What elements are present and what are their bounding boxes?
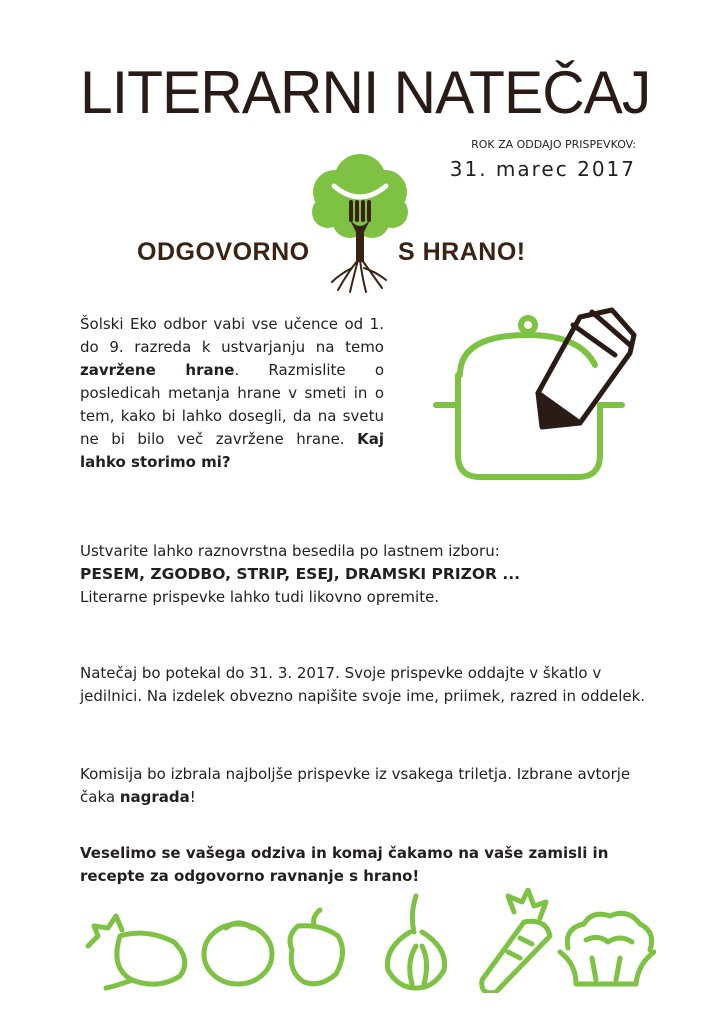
tree-fork-icon <box>300 150 420 295</box>
garlic-icon <box>387 896 444 988</box>
pencil-icon <box>538 310 634 427</box>
tomato-icon <box>204 923 272 984</box>
cauliflower-icon <box>560 913 654 984</box>
pepper-icon <box>290 910 343 984</box>
vegetables-row <box>76 888 656 993</box>
deadline-label: ROK ZA ODDAJO PRISPEVKOV: <box>471 138 636 151</box>
carrot-icon <box>482 890 550 993</box>
pot-icon <box>430 305 640 485</box>
closing-paragraph: Veselimo se vašega odziva in komaj čakamo na vaše zamisli in recepte za odgovorno ravnanje s hrano! <box>80 844 609 885</box>
prize-paragraph: Komisija bo izbrala najboljše prispevke iz vsakega triletja. Izbrane avtorje čaka nagrada! <box>80 765 631 806</box>
logo-text-right: S HRANO! <box>398 238 526 266</box>
genres-paragraph: Ustvarite lahko raznovrstna besedila po lastnem izboru: PESEM, ZGODBO, STRIP, ESEJ, DRAMSKI PRIZOR ... Literarne prispevke lahko tudi likovno opremite. <box>80 542 521 606</box>
page-title: LITERARNI NATEČAJ <box>80 59 651 126</box>
deadline-paragraph: Natečaj bo potekal do 31. 3. 2017. Svoje prispevke oddajte v škatlo v jedilnici. Na izdelek obvezno napišite svoje ime, priimek, razred in oddelek. <box>80 664 646 705</box>
beet-icon <box>88 916 185 988</box>
deadline-date: 31. marec 2017 <box>449 157 636 181</box>
intro-paragraph: Šolski Eko odbor vabi vse učence od 1. do 9. razreda k ustvarjanju na temo zavržene hrane. Razmislite o posledicah metanja hrane v smeti in o tem, kako bi lahko dosegli, da na svetu ne bi bilo več zavržene hrane. Kaj lahko storimo mi? <box>80 315 384 471</box>
logo-text-left: ODGOVORNO <box>137 238 310 266</box>
